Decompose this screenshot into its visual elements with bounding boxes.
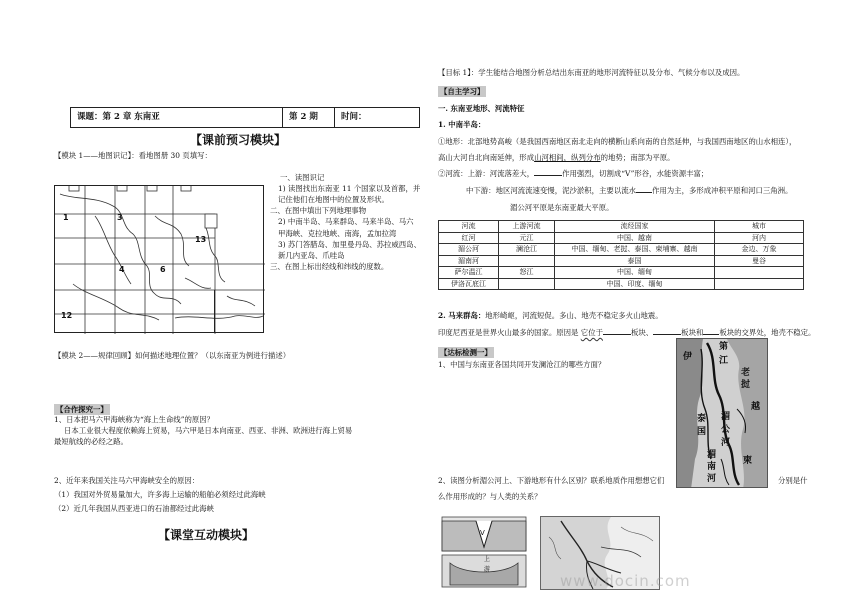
river-a-post: 作用强烈，切割成“V”形谷，水能资源丰富； [562, 169, 709, 178]
table-cell: 曼谷 [715, 255, 804, 267]
line-2a: 2) 中南半岛、马来群岛、马来半岛、马六 [278, 217, 414, 227]
map-char: 伊 [683, 352, 693, 362]
sub-2-title: 2. 马来群岛： [438, 311, 486, 320]
table-cell: 中国、印度、缅甸 [555, 278, 715, 290]
river-b-post: 作用为主，多形成冲积平原和河口三角洲。 [652, 186, 793, 195]
table-cell: 伊洛瓦底江 [439, 278, 499, 290]
table-header-row [439, 221, 804, 233]
table-cell: 金边、万象 [715, 244, 804, 256]
self-study-band: 【自主学习】 [440, 87, 485, 96]
table-cell [499, 278, 555, 290]
map-char: 国 [697, 427, 707, 437]
preview-title: 【课前预习模块】 [190, 133, 287, 147]
table-cell: 中国、缅甸 [555, 267, 715, 279]
fill-blank[interactable] [703, 327, 719, 335]
table-header: 河流 [439, 221, 499, 233]
coop-q1-answer-a: 日本工业很大程度依赖海上贸易，马六甲是日本向南亚、西亚、非洲、欧洲进行海上贸易 [64, 426, 353, 436]
map-char: 第 [719, 342, 729, 352]
valley-label: 上 [484, 556, 491, 563]
map-char: 老 [741, 368, 751, 378]
v-valley-diagram [440, 515, 528, 590]
table-row [439, 255, 804, 267]
coop-q1: 1、日本把马六甲海峡称为“海上生命线”的原因？ [54, 415, 215, 424]
table-cell: 中国、缅甸、老挝、泰国、柬埔寨、越南 [555, 244, 715, 256]
line-3b: 新几内亚岛、爪哇岛 [278, 250, 345, 260]
table-cell [715, 278, 804, 290]
table-row [439, 267, 804, 279]
watermark: www.docin.com [560, 572, 691, 590]
table-cell: 怒江 [499, 267, 555, 279]
section-1-title: 一. 东南亚地形、河流特征 [438, 104, 525, 113]
fill-blank[interactable] [653, 327, 681, 335]
table-cell: 泰国 [555, 255, 715, 267]
river-line-c: 湄公河平原是东南亚最大平原。 [510, 203, 614, 212]
map-char: 河 [707, 474, 717, 484]
map-extension-box [214, 290, 264, 333]
map-label: 6 [160, 265, 166, 274]
time-cell: 时间： [335, 108, 420, 128]
map-char: 河 [721, 438, 731, 448]
table-row [439, 232, 804, 244]
indo-mark: 它位于 [580, 328, 603, 337]
period-cell: 第 2 期 [283, 108, 335, 128]
coop-q2-answer-b: （2）近几年我国从西亚进口的石油都经过此海峡 [54, 504, 214, 514]
coop-q2: 2、近年来我国关注马六甲海峡安全的原因： [54, 476, 200, 485]
test-q2-line-a [438, 475, 664, 486]
table-row [439, 244, 804, 256]
test-q1: 1、中国与东南亚各国共同开发澜沧江的哪些方面？ [438, 360, 606, 369]
map-char: 公 [721, 425, 731, 435]
table-cell: 萨尔温江 [439, 267, 499, 279]
river-a-pre: ②河流：上游：河流落差大， [438, 169, 535, 178]
module2-text: 【模块 2——规律回顾】如何描述地理位置？（以东南亚为例进行描述） [54, 351, 291, 360]
mekong-river-map [676, 338, 768, 488]
terrain-line-b [438, 152, 675, 163]
line-read-map: 一、读图识记 [280, 173, 325, 182]
coop-band: 【合作探究一】 [56, 405, 108, 414]
sub-2-line [438, 310, 663, 321]
mekong-map-drawing [677, 339, 768, 488]
indo-t2: 板块和 [681, 328, 704, 337]
table-cell: 红河 [439, 232, 499, 244]
terrain-b-mark: 山河相间，纵列分布 [534, 153, 601, 162]
module1-intro: 【模块 1——地图识记】：看地图册 30 页填写： [54, 151, 212, 160]
valley-label: 游 [484, 566, 491, 573]
map-char: 柬 [743, 456, 753, 466]
module1-lines [270, 172, 421, 272]
map-char: 江 [719, 356, 729, 366]
table-header: 上游河流 [499, 221, 555, 233]
header-table [70, 107, 420, 128]
test-band: 【达标检测一】 [440, 348, 492, 357]
terrain-b-post: 的地势；南部为平原。 [600, 153, 675, 162]
line-lat-lon: 三、在图上标出经线和纬线的度数。 [270, 261, 389, 271]
map-char: 湄 [707, 450, 717, 460]
table-cell: 湄公河 [439, 244, 499, 256]
goal-1: 【目标 1】：学生能结合地图分析总结出东南亚的地形河流特征以及分布、气候分布以及成因。 [438, 68, 745, 77]
coop-content-2 [54, 475, 266, 514]
table-cell: 湄南河 [439, 255, 499, 267]
coop-q1-answer-b: 最短航线的必经之路。 [54, 437, 128, 447]
test-q2-b: 分别是什 [778, 476, 808, 485]
map-label: 12 [61, 311, 73, 320]
map-label: 3 [117, 213, 123, 222]
map-char: 湄 [721, 412, 731, 422]
map-char: 南 [707, 462, 717, 472]
table-row [439, 278, 804, 290]
fill-blank[interactable] [534, 168, 562, 176]
indonesia-line [438, 327, 815, 338]
map-char: 泰 [697, 414, 707, 424]
table-cell: 中国、越南 [555, 232, 715, 244]
line-3a: 3) 苏门答腊岛、加里曼丹岛、苏拉威西岛、 [278, 239, 421, 249]
interactive-title: 【课堂互动模块】 [158, 528, 255, 542]
fill-blank[interactable] [603, 327, 631, 335]
line-1a: 1) 读图找出东南亚 11 个国家以及首都，并 [278, 184, 421, 194]
test-q2-a: 2、读图分析湄公河上、下游地形有什么区别？联系地质作用想想它们 [438, 476, 665, 485]
indo-t3: 板块的交界处，地壳不稳定。 [719, 328, 816, 337]
map-char: 挝 [741, 380, 751, 390]
table-cell: 澜沧江 [499, 244, 555, 256]
terrain-line-a: ①地形：北部地势高峻（是我国西南地区南北走向的横断山系向南的自然延伸，与我国西南地区的山水相连）， [438, 137, 797, 146]
indo-t1: 板块、 [630, 328, 654, 337]
table-cell: 元江 [499, 232, 555, 244]
indo-pre: 印度尼西亚是世界火山最多的国家。原因是 [438, 328, 579, 337]
map-label: 4 [119, 265, 125, 274]
valley-drawing [440, 515, 528, 590]
rivers-table [438, 220, 804, 290]
table-header: 城市 [715, 221, 804, 233]
river-b-pre: 中下游：地区河流流速变慢，泥沙淤积，主要以流水 [466, 186, 636, 195]
coop-content [54, 414, 352, 447]
fill-blank[interactable] [636, 185, 652, 193]
lesson-title: 课题：第 2 章 东南亚 [71, 108, 283, 128]
river-line-a [438, 168, 708, 179]
map-char: 越 [751, 402, 761, 412]
table-cell [715, 267, 804, 279]
sub-2-text: 地形崎岖，河流短促。多山、地壳不稳定多火山地震。 [485, 311, 663, 320]
table-cell [499, 255, 555, 267]
table-header: 流经国家 [555, 221, 715, 233]
coop-q2-answer-a: （1）我国对外贸易量加大，许多海上运输的船舶必须经过此海峡 [54, 490, 266, 500]
line-1b: 记住他们在地图中的位置及形状。 [278, 195, 389, 205]
terrain-b-pre: 高山大河自北向南延伸，形成 [438, 153, 535, 162]
map-label: 1 [63, 213, 69, 222]
river-line-b [466, 185, 792, 196]
table-cell: 河内 [715, 232, 804, 244]
line-fill-title: 二、在图中填出下列地理事物 [270, 206, 367, 216]
line-2b: 甲海峡、克拉地峡、南海，孟加拉湾 [278, 228, 397, 238]
map-label: 13 [195, 235, 207, 244]
sub-1-title: 1. 中南半岛： [438, 120, 486, 129]
valley-label: V [480, 529, 485, 537]
test-q2-c: 么作用形成的？与人类的关系？ [438, 492, 542, 501]
